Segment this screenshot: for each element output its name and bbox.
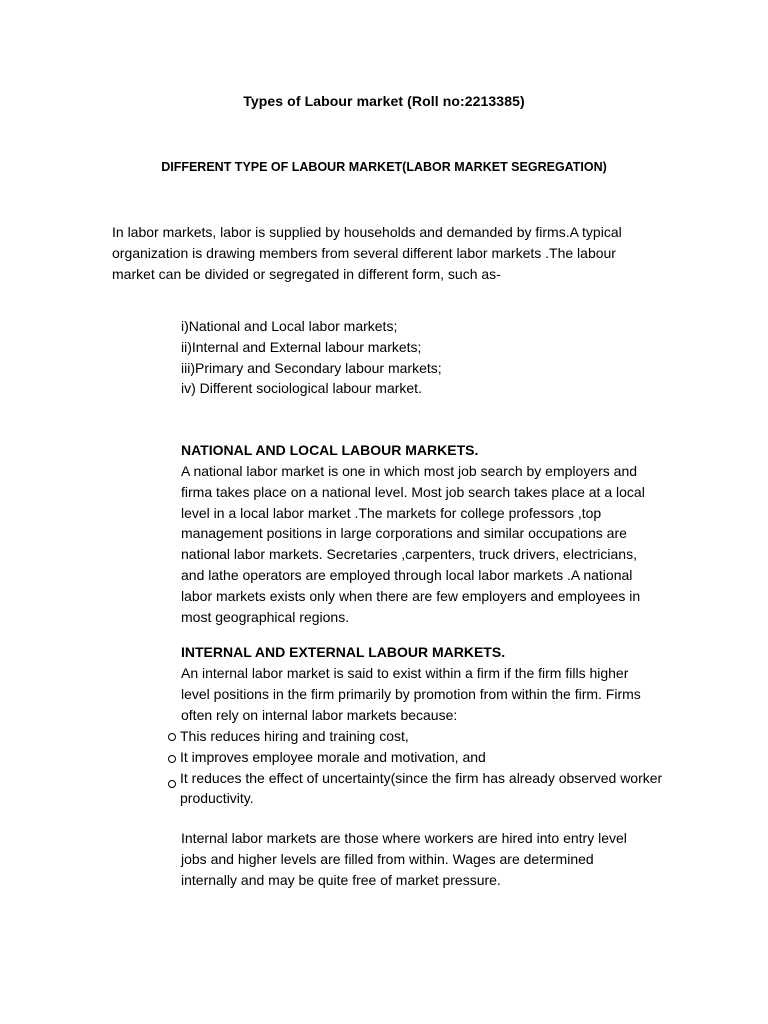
document-title: Types of Labour market (Roll no:2213385): [243, 93, 525, 109]
list-item: iv) Different sociological labour market.: [181, 380, 422, 397]
bullet-item: [168, 768, 668, 810]
circle-bullet-icon: [168, 755, 176, 763]
list-item: i)National and Local labor markets;: [181, 318, 398, 334]
bullet-item: [168, 747, 668, 768]
list-item: ii)Internal and External labour markets;: [181, 338, 422, 355]
reasons-bullet-list: [168, 726, 668, 809]
section-heading: NATIONAL AND LOCAL LABOUR MARKETS.: [181, 442, 479, 458]
bullet-text: This reduces hiring and training cost,: [180, 728, 409, 744]
section-body: A national labor market is one in which most job search by employers and firma takes place on a national level. Most job search takes place at a local level in a local labor market .The markets for college professors ,top management positions in large corporations and similar occupations are national labor markets. Secretaries ,carpenters, truck drivers, electricians, and lathe operators are employed through local labor markets .A national labor markets exists only when there are few employers and employees in most geographical regions.: [181, 463, 645, 625]
closing-text: Internal labor markets are those where workers are hired into entry level jobs and higher levels are filled from within. Wages are determined internally and may be quite free of market pressure.: [181, 830, 627, 888]
bullet-text: It reduces the effect of uncertainty(since the firm has already observed worker productivity.: [180, 769, 663, 807]
bullet-item: [168, 726, 668, 747]
circle-bullet-icon: [168, 780, 176, 788]
intro-text: In labor markets, labor is supplied by households and demanded by firms.A typical organization is drawing members from several different labor markets .The labour market can be divided or segregated in different form, such as-: [112, 224, 622, 282]
intro-paragraph: [112, 222, 652, 284]
bullet-text: It improves employee morale and motivation, and: [180, 748, 486, 765]
section-internal-external: [181, 642, 661, 725]
list-item: iii)Primary and Secondary labour markets;: [181, 359, 442, 376]
section-heading: INTERNAL AND EXTERNAL LABOUR MARKETS.: [181, 644, 506, 660]
closing-paragraph: [181, 828, 651, 890]
section-national-local: [181, 440, 661, 627]
circle-bullet-icon: [168, 733, 176, 741]
document-subtitle: DIFFERENT TYPE OF LABOUR MARKET(LABOR MARKET SEGREGATION): [161, 160, 607, 174]
section-body: An internal labor market is said to exist within a firm if the firm fills higher level positions in the firm primarily by promotion from within the firm. Firms often rely on internal labor markets because:: [181, 665, 641, 723]
market-types-list: [181, 316, 641, 399]
